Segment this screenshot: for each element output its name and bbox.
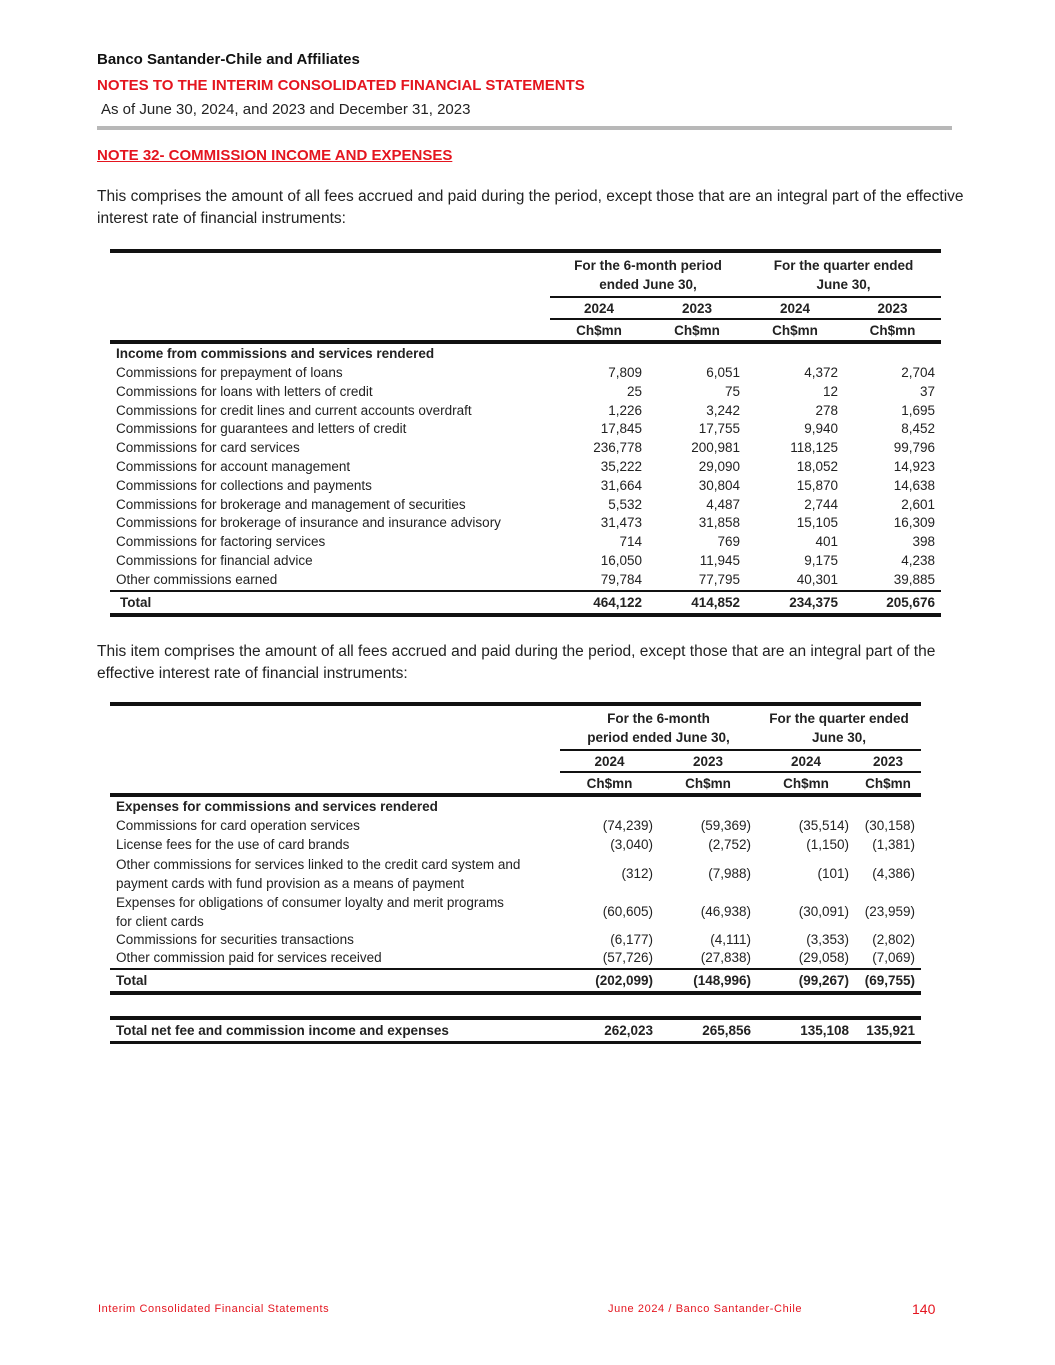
- row-value: (7,069): [872, 950, 915, 966]
- table-row: [110, 949, 921, 969]
- row-value: (30,091): [798, 904, 849, 920]
- row-value: 12: [822, 383, 838, 399]
- footer-document-title: Interim Consolidated Financial Statements: [98, 1303, 330, 1315]
- group-header-quarter: For the quarter ended June 30,: [773, 258, 914, 292]
- table-row: [110, 836, 921, 855]
- row-value: (2,752): [708, 836, 751, 852]
- section-title-row: [110, 342, 941, 364]
- currency-header: Ch$mn: [855, 772, 921, 795]
- row-value: (29,058): [798, 950, 849, 966]
- row-label: Commissions for brokerage of insurance and insurance advisory: [116, 515, 501, 531]
- group-header-row: [110, 251, 941, 297]
- row-value: 2,601: [901, 496, 935, 512]
- row-value: (60,605): [602, 904, 653, 920]
- row-value: (1,381): [872, 836, 915, 852]
- row-value: (46,938): [700, 904, 751, 920]
- spacer-row: [110, 993, 921, 1018]
- table-row: [110, 817, 921, 836]
- row-value: (3,040): [610, 836, 653, 852]
- row-value: 398: [912, 534, 935, 550]
- row-label: Other commissions earned: [116, 571, 278, 587]
- row-label: Commissions for guarantees and letters of credit: [116, 421, 407, 437]
- row-label: License fees for the use of card brands: [116, 836, 350, 852]
- net-total-label: Total net fee and commission income and expenses: [110, 1018, 560, 1043]
- row-value: (312): [621, 866, 653, 882]
- table-row: [110, 402, 941, 421]
- table-row: [110, 571, 941, 591]
- row-value: (6,177): [610, 931, 653, 947]
- total-value: 234,375: [746, 591, 844, 615]
- row-value: (74,239): [602, 818, 653, 833]
- row-value: (4,386): [872, 866, 915, 882]
- footer-period: June 2024 / Banco Santander-Chile: [608, 1303, 803, 1315]
- year-header: 2023: [648, 297, 746, 319]
- row-label: Commissions for credit lines and current accounts overdraft: [116, 402, 472, 418]
- row-value: 31,858: [698, 515, 740, 531]
- row-value: 17,755: [698, 421, 740, 437]
- income-intro-paragraph: This comprises the amount of all fees accrued and paid during the period, except those that are an integral part of the effective interest rate of financial instruments:: [97, 188, 964, 227]
- expense-rows: [110, 817, 921, 969]
- total-row: [110, 969, 921, 993]
- currency-header: Ch$mn: [550, 319, 648, 342]
- table-row: [110, 364, 941, 383]
- row-label: Commissions for account management: [116, 458, 351, 474]
- expense-table: [110, 702, 921, 1044]
- table-row: [110, 533, 941, 552]
- row-value: 4,238: [901, 552, 935, 568]
- row-value: 14,638: [893, 477, 935, 493]
- row-label: Expenses for obligations of consumer loyalty and merit programs for client cards: [116, 894, 504, 929]
- row-value: 714: [619, 534, 642, 550]
- row-value: (101): [817, 866, 849, 882]
- row-value: (30,158): [864, 818, 915, 833]
- row-value: 200,981: [691, 440, 740, 456]
- row-value: 31,473: [600, 515, 642, 531]
- table-row: [110, 893, 921, 931]
- row-value: 30,804: [698, 477, 740, 493]
- row-value: 278: [815, 402, 838, 418]
- year-header-row: [110, 297, 941, 319]
- row-value: 6,051: [706, 365, 740, 380]
- row-label: Other commission paid for services received: [116, 950, 382, 966]
- net-total-value: 135,921: [855, 1018, 921, 1043]
- row-label: Commissions for card operation services: [116, 818, 360, 833]
- net-total-value: 262,023: [560, 1018, 659, 1043]
- total-value: (69,755): [855, 969, 921, 993]
- row-value: (4,111): [710, 931, 751, 947]
- row-value: 37: [919, 383, 935, 399]
- section-title: Expenses for commissions and services rendered: [116, 799, 438, 814]
- row-label: Commissions for card services: [116, 440, 300, 456]
- row-value: 4,487: [706, 496, 740, 512]
- table-row: [110, 855, 921, 893]
- row-value: 9,940: [804, 421, 838, 437]
- currency-header: Ch$mn: [659, 772, 757, 795]
- group-header-six-month: For the 6-month period ended June 30,: [587, 711, 730, 745]
- row-value: 3,242: [706, 402, 740, 418]
- row-value: 35,222: [600, 458, 642, 474]
- total-value: (99,267): [757, 969, 855, 993]
- row-label: Commissions for prepayment of loans: [116, 365, 343, 380]
- row-value: 8,452: [901, 421, 935, 437]
- table-row: [110, 477, 941, 496]
- year-header: 2023: [855, 750, 921, 772]
- page-number: 140: [912, 1301, 936, 1317]
- document-header: [97, 50, 952, 130]
- row-value: (57,726): [602, 950, 653, 966]
- row-value: 77,795: [698, 571, 740, 587]
- table-row: [110, 439, 941, 458]
- table-row: [110, 420, 941, 439]
- row-label: Commissions for securities transactions: [116, 931, 354, 947]
- table-row: [110, 514, 941, 533]
- notes-title: NOTES TO THE INTERIM CONSOLIDATED FINANCIAL STATEMENTS: [97, 77, 585, 94]
- currency-header: Ch$mn: [648, 319, 746, 342]
- row-value: 40,301: [796, 571, 838, 587]
- table-row: [110, 496, 941, 515]
- row-value: (2,802): [872, 931, 915, 947]
- total-value: 414,852: [648, 591, 746, 615]
- row-label: Other commissions for services linked to the credit card system and payment cards with fund provision as a means of payment: [116, 856, 521, 891]
- net-total-value: 135,108: [757, 1018, 855, 1043]
- row-value: 75: [724, 383, 740, 399]
- row-value: 769: [717, 534, 740, 550]
- row-value: 7,809: [608, 365, 642, 380]
- total-value: (148,996): [659, 969, 757, 993]
- income-rows: [110, 364, 941, 591]
- total-value: 464,122: [550, 591, 648, 615]
- row-value: (35,514): [798, 818, 849, 833]
- row-value: (59,369): [700, 818, 751, 833]
- table-row: [110, 552, 941, 571]
- total-label: Total: [110, 591, 550, 615]
- table-row: [110, 383, 941, 402]
- row-value: 15,870: [796, 477, 838, 493]
- total-label: Total: [110, 969, 560, 993]
- year-header: 2023: [659, 750, 757, 772]
- net-total-value: 265,856: [659, 1018, 757, 1043]
- row-value: (1,150): [806, 836, 849, 852]
- row-value: 16,309: [893, 515, 935, 531]
- row-value: 11,945: [699, 552, 740, 568]
- row-value: 4,372: [804, 365, 838, 380]
- section-title-row: [110, 795, 921, 817]
- row-value: (3,353): [806, 931, 849, 947]
- net-total-row: [110, 1018, 921, 1043]
- row-value: 25: [626, 383, 642, 399]
- row-value: 15,105: [796, 515, 838, 531]
- currency-header: Ch$mn: [757, 772, 855, 795]
- row-label: Commissions for loans with letters of credit: [116, 383, 373, 399]
- row-value: 79,784: [600, 571, 642, 587]
- table-row: [110, 458, 941, 477]
- as-of-date: As of June 30, 2024, and 2023 and December 31, 2023: [101, 101, 471, 118]
- row-value: 118,125: [790, 440, 838, 456]
- row-value: 99,796: [893, 440, 935, 456]
- row-value: 9,175: [804, 552, 838, 568]
- row-value: 1,695: [901, 402, 935, 418]
- group-header-quarter: For the quarter ended June 30,: [769, 711, 909, 745]
- group-header-six-month: For the 6-month period ended June 30,: [574, 258, 722, 292]
- year-header: 2024: [560, 750, 659, 772]
- total-value: 205,676: [844, 591, 941, 615]
- year-header: 2024: [550, 297, 648, 319]
- table-row: [110, 931, 921, 950]
- row-label: Commissions for financial advice: [116, 552, 313, 568]
- total-row: [110, 591, 941, 615]
- row-value: 18,052: [796, 458, 838, 474]
- row-value: 16,050: [600, 552, 642, 568]
- year-header: 2024: [746, 297, 844, 319]
- row-value: 39,885: [893, 571, 935, 587]
- row-value: (7,988): [708, 866, 751, 882]
- total-value: (202,099): [560, 969, 659, 993]
- currency-header: Ch$mn: [746, 319, 844, 342]
- row-value: 236,778: [593, 440, 642, 456]
- row-value: 2,744: [804, 496, 838, 512]
- row-value: 14,923: [893, 458, 935, 474]
- row-label: Commissions for brokerage and management of securities: [116, 496, 466, 512]
- row-label: Commissions for collections and payments: [116, 477, 372, 493]
- row-value: 5,532: [608, 496, 642, 512]
- year-header: 2024: [757, 750, 855, 772]
- row-value: 401: [815, 534, 838, 550]
- currency-header: Ch$mn: [844, 319, 941, 342]
- section-title: Income from commissions and services rendered: [116, 346, 435, 361]
- currency-header: Ch$mn: [560, 772, 659, 795]
- row-value: 29,090: [698, 458, 740, 474]
- currency-header-row: [110, 772, 921, 795]
- expenses-intro-paragraph: This item comprises the amount of all fees accrued and paid during the period, except those that are an integral part of the effective interest rate of financial instruments:: [97, 643, 936, 682]
- row-value: 1,226: [608, 402, 642, 418]
- group-header-row: [110, 704, 921, 750]
- note-heading: NOTE 32- COMMISSION INCOME AND EXPENSES: [97, 147, 453, 164]
- row-value: (23,959): [864, 904, 915, 920]
- company-name: Banco Santander-Chile and Affiliates: [97, 51, 360, 68]
- row-value: (27,838): [700, 950, 751, 966]
- row-value: 31,664: [600, 477, 642, 493]
- year-header: 2023: [844, 297, 941, 319]
- header-divider: [97, 126, 952, 130]
- income-table: [110, 249, 941, 617]
- row-value: 2,704: [901, 365, 935, 380]
- row-label: Commissions for factoring services: [116, 534, 326, 550]
- row-value: 17,845: [600, 421, 642, 437]
- year-header-row: [110, 750, 921, 772]
- currency-header-row: [110, 319, 941, 342]
